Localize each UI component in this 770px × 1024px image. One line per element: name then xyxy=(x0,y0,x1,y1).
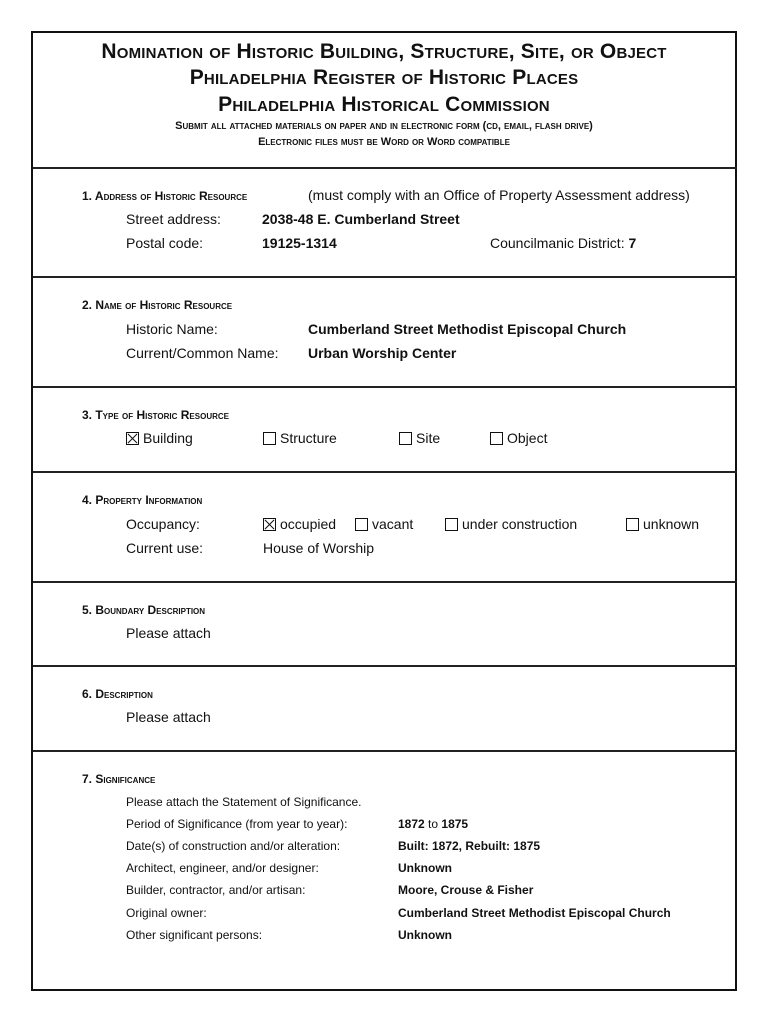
current-use-label: Current use: xyxy=(126,540,204,556)
divider xyxy=(33,276,737,278)
divider xyxy=(33,665,737,667)
historic-name-label: Historic Name: xyxy=(126,321,218,337)
divider xyxy=(33,581,737,583)
occupancy-label: Occupancy: xyxy=(126,516,200,532)
type-building-option[interactable]: Building xyxy=(126,430,193,446)
builder-value[interactable]: Moore, Crouse & Fisher xyxy=(398,883,534,897)
period-to-word: to xyxy=(428,817,439,831)
section-5-heading: 5. Boundary Description xyxy=(82,603,206,617)
period-from: 1872 xyxy=(398,817,425,831)
councilmanic-district xyxy=(490,235,636,251)
period-to: 1875 xyxy=(441,817,469,831)
occupancy-occupied-option[interactable]: occupied xyxy=(263,516,336,532)
builder-label: Builder, contractor, and/or artisan: xyxy=(126,883,306,897)
common-name-label: Current/Common Name: xyxy=(126,345,279,361)
occupancy-construction-option[interactable]: under construction xyxy=(445,516,577,532)
section-3-heading: 3. Type of Historic Resource xyxy=(82,408,229,422)
register-title: Philadelphia Register of Historic Places xyxy=(189,66,579,89)
type-structure-option[interactable]: Structure xyxy=(263,430,337,446)
occupancy-vacant-option[interactable]: vacant xyxy=(355,516,413,532)
type-site-option[interactable]: Site xyxy=(399,430,440,446)
postal-code-value[interactable]: 19125-1314 xyxy=(262,235,337,251)
section-2-heading: 2. Name of Historic Resource xyxy=(82,298,233,312)
divider xyxy=(33,386,737,388)
section-6-heading: 6. Description xyxy=(82,687,153,701)
address-note: (must comply with an Office of Property Assessment address) xyxy=(308,187,690,203)
district-label: Councilmanic District: xyxy=(490,235,625,251)
boundary-description-text: Please attach xyxy=(126,625,211,641)
form-title: Nomination of Historic Building, Structure, Site, or Object xyxy=(101,40,667,63)
other-persons-value[interactable]: Unknown xyxy=(398,928,452,942)
construction-dates-value[interactable]: Built: 1872, Rebuilt: 1875 xyxy=(398,839,541,853)
checkbox-icon[interactable] xyxy=(490,432,503,445)
section-1-heading: 1. Address of Historic Resource xyxy=(82,189,248,203)
section-4-heading: 4. Property Information xyxy=(82,493,203,507)
divider xyxy=(33,750,737,752)
file-format-note: Electronic files must be Word or Word compatible xyxy=(258,136,510,148)
other-persons-label: Other significant persons: xyxy=(126,928,263,942)
submit-instructions: Submit all attached materials on paper and in electronic form (cd, email, flash drive) xyxy=(175,120,593,132)
architect-value[interactable]: Unknown xyxy=(398,861,452,875)
street-address-label: Street address: xyxy=(126,211,221,227)
historic-name-value[interactable]: Cumberland Street Methodist Episcopal Church xyxy=(308,321,627,337)
checked-checkbox-icon[interactable] xyxy=(126,432,139,445)
occupancy-unknown-option[interactable]: unknown xyxy=(626,516,699,532)
original-owner-value[interactable]: Cumberland Street Methodist Episcopal Church xyxy=(398,906,671,920)
current-use-value[interactable]: House of Worship xyxy=(263,540,375,556)
divider xyxy=(33,167,737,169)
architect-label: Architect, engineer, and/or designer: xyxy=(126,861,319,875)
commission-title: Philadelphia Historical Commission xyxy=(218,93,550,116)
common-name-value[interactable]: Urban Worship Center xyxy=(308,345,457,361)
checked-checkbox-icon[interactable] xyxy=(263,518,276,531)
street-address-value[interactable]: 2038-48 E. Cumberland Street xyxy=(262,211,460,227)
checkbox-icon[interactable] xyxy=(626,518,639,531)
checkbox-icon[interactable] xyxy=(445,518,458,531)
district-value[interactable]: 7 xyxy=(628,235,637,251)
description-text: Please attach xyxy=(126,709,211,725)
period-value[interactable] xyxy=(398,817,468,831)
checkbox-icon[interactable] xyxy=(355,518,368,531)
checkbox-icon[interactable] xyxy=(263,432,276,445)
original-owner-label: Original owner: xyxy=(126,906,207,920)
divider xyxy=(33,471,737,473)
type-object-option[interactable]: Object xyxy=(490,430,547,446)
period-label: Period of Significance (from year to year): xyxy=(126,817,348,831)
checkbox-icon[interactable] xyxy=(399,432,412,445)
postal-code-label: Postal code: xyxy=(126,235,204,251)
significance-intro: Please attach the Statement of Significance. xyxy=(126,795,362,809)
construction-dates-label: Date(s) of construction and/or alteration: xyxy=(126,839,341,853)
section-7-heading: 7. Significance xyxy=(82,772,156,786)
